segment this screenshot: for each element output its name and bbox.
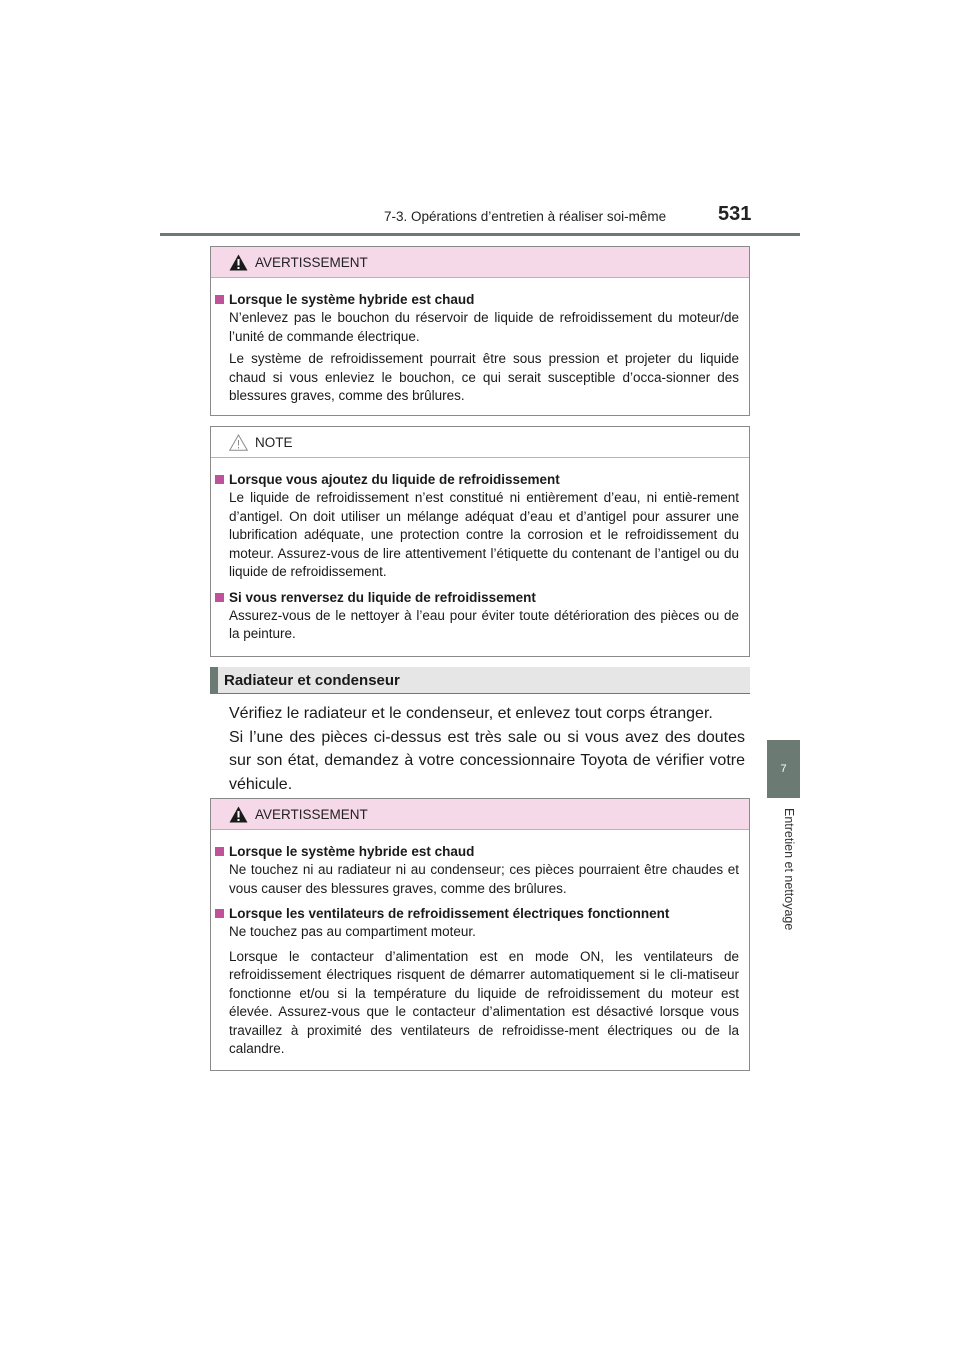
- warning-paragraph: Ne touchez ni au radiateur ni au condenseur; ces pièces pourraient être chaudes et vous causer des blessures graves, comme des brûlures.: [229, 862, 739, 896]
- section-heading-text: Radiateur et condenseur: [224, 671, 400, 689]
- square-bullet-icon: [215, 475, 224, 484]
- note-item-title-text: Lorsque vous ajoutez du liquide de refroidissement: [229, 472, 560, 487]
- section-heading: [210, 667, 750, 694]
- warning-item-title: [211, 904, 739, 923]
- note-box-coolant: [210, 426, 750, 657]
- warning-item-title: [211, 290, 739, 309]
- chapter-number: 7: [780, 763, 787, 775]
- page-number: 531: [718, 203, 752, 225]
- note-paragraph: Le liquide de refroidissement n’est constitué ni entièrement d’eau, ni entiè-rement d’antigel. On doit utiliser un mélange adéquat d’eau et d’antigel pour assurer une lubrification adéquate, une protection contre la corrosion et le refroidissement du moteur. Assurez-vous de lire attentivement l’étiquette du contenant de l’antigel ou du liquide de refroidissement.: [229, 490, 739, 579]
- warning-box-hybrid-hot: [210, 246, 750, 416]
- warning-paragraph: N’enlevez pas le bouchon du réservoir de liquide de refroidissement du moteur/de l’unité de commande électrique.: [229, 310, 739, 344]
- square-bullet-icon: [215, 295, 224, 304]
- header-section-title: 7-3. Opérations d’entretien à réaliser soi-même: [384, 209, 667, 224]
- square-bullet-icon: [215, 847, 224, 856]
- warning-box-header: [211, 799, 749, 830]
- chapter-title: Entretien et nettoyage: [782, 808, 796, 931]
- warning-item-title-text: Lorsque le système hybride est chaud: [229, 292, 475, 307]
- note-item-title: [211, 588, 739, 607]
- body-paragraph: Si l’une des pièces ci-dessus est très sale ou si vous avez des doutes sur son état, demandez à votre concessionnaire Toyota de vérifier votre véhicule.: [229, 728, 745, 793]
- warning-triangle-icon: [229, 806, 248, 823]
- square-bullet-icon: [215, 593, 224, 602]
- caution-triangle-icon: [229, 434, 248, 451]
- note-item-title: [211, 470, 739, 489]
- warning-item-title-text: Lorsque le système hybride est chaud: [229, 844, 475, 859]
- note-item-title-text: Si vous renversez du liquide de refroidissement: [229, 589, 536, 605]
- warning-paragraph: Ne touchez pas au compartiment moteur.: [229, 924, 476, 939]
- note-box-header: [211, 427, 749, 458]
- body-paragraph: Vérifiez le radiateur et le condenseur, et enlevez tout corps étranger.: [229, 705, 713, 722]
- warning-paragraph: Le système de refroidissement pourrait être sous pression et projeter du liquide chaud si vous enleviez le bouchon, ce qui serait susceptible d’occa-sionner des blessures graves, comme des brûlures.: [229, 351, 739, 403]
- note-paragraph: Assurez-vous de le nettoyer à l’eau pour éviter toute détérioration des pièces ou de la peinture.: [229, 607, 739, 641]
- note-label: NOTE: [255, 434, 293, 450]
- chapter-tab: [767, 740, 800, 798]
- square-bullet-icon: [215, 909, 224, 918]
- header-rule: [160, 233, 800, 236]
- warning-box-radiator: [210, 798, 750, 1071]
- section-body: [229, 702, 745, 796]
- warning-box-header: [211, 247, 749, 278]
- warning-label: AVERTISSEMENT: [255, 254, 368, 270]
- warning-paragraph: Lorsque le contacteur d’alimentation est en mode ON, les ventilateurs de refroidissement électriques risquent de démarrer automatiquement si le cli-matiseur fonctionne et/ou si la température du liquide de refroidissement du moteur est élevée. Assurez-vous que le contacteur d’alimentation est désactivé lorsque vous travaillez à proximité des ventilateurs de refroidisse-ment électriques ou de la calandre.: [229, 948, 739, 1056]
- warning-item-title-text: Lorsque les ventilateurs de refroidissement électriques fonctionnent: [229, 906, 670, 921]
- warning-triangle-icon: [229, 254, 248, 271]
- warning-item-title: [211, 842, 739, 861]
- warning-label: AVERTISSEMENT: [255, 806, 368, 822]
